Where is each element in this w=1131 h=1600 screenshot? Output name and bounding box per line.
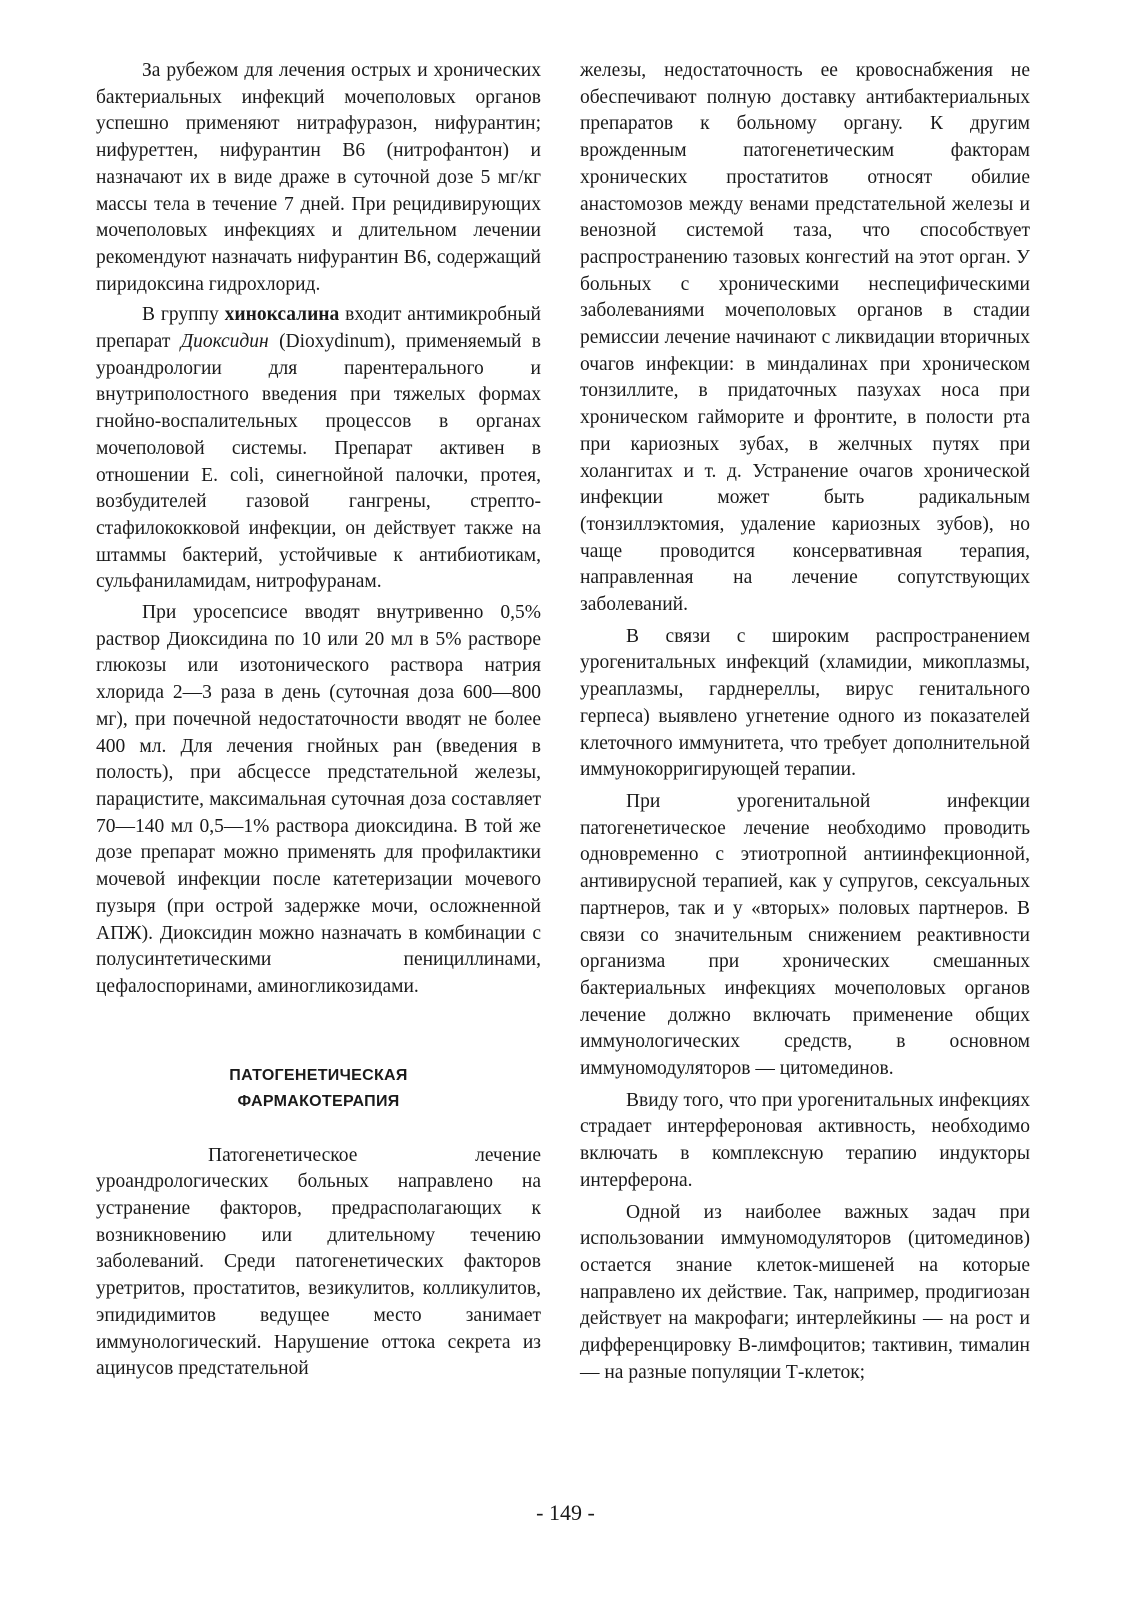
paragraph-interferon: Ввиду того, что при урогенитальных инфекциях страдает интерфероновая активность, необходимо включать в комплексную терапию индукторы интерферона. [580, 1089, 1030, 1191]
term-quinoxaline: хиноксалина [224, 304, 340, 326]
paragraph-urosepsis: При уросепсисе вводят внутривенно 0,5% раствор Диоксидина по 10 или 20 мл в 5% растворе глюкозы или изотонического раствора натрия хлорида 2—3 раза в день (суточная доза 600—800 мг), при почечной недостаточности вводят не более 400 мл. Для лечения гнойных ран (введения в полость), при абсцессе предстательной железы, парацистите, максимальная суточная доза составляет 70—140 мл 0,5—1% раствора диоксидина. В той же дозе препарат можно применять для профилактики мочевой инфекции после катетеризации мочевого пузыря (при острой задержке мочи, осложненной АПЖ). Диоксидин можно назначать в комбинации с полусинтетическими пенициллинами, цефалоспоринами, аминогликозидами. [96, 602, 541, 997]
paragraph-antiinfection-therapy: При урогенитальной инфекции патогенетическое лечение необходимо проводить одновременно с этиотропной антиинфекционной, антивирусной терапией, как у супругов, сексуальных партнеров, так и у «вторых» половых партнеров. В связи со значительным снижением реактивности организма при хронических смешанных бактериальных инфекциях мочеполовых органов лечение должно включать применение общих иммунологических средств, в основном иммуномодуляторов — цитомединов. [580, 790, 1030, 1080]
paragraph-nitrofurans: За рубежом для лечения острых и хронических бактериальных инфекций мочеполовых органов успешно применяют нитрафуразон, нифурантин; нифуреттен, нифурантин В6 (нитрофантон) и назначают их в виде драже в суточной дозе 5 мг/кг массы тела в течение 7 дней. При рецидивирующих мочеполовых инфекциях и длительном лечении рекомендуют назначать нифурантин В6, содержащий пиридоксина гидрохлорид. [96, 60, 541, 295]
paragraph-blood-supply: железы, недостаточность ее кровоснабжения не обеспечивают полную доставку антибактериальных препаратов к больному органу. К другим врожденным патогенетическим факторам хронических простатитов относят обилие анастомозов между венами предстательной железы и венозной системой таза, что способствует распространению тазовых конгестий на этот орган. У больных с хроническими неспецифическими заболеваниями мочеполовых органов в стадии ремиссии лечение начинают с ликвидации вторичных очагов инфекции: в миндалинах при хроническом тонзиллите, в придаточных пазухах носа при хроническом гайморите и фронтите, в полости рта при кариозных зубах, в желчных путях при холангитах и т. д. Устранение очагов хронической инфекции может быть радикальным (тонзиллэктомия, удаление кариозных зубов), но чаще проводится консервативная терапия, направленная на лечение сопутствующих заболеваний. [580, 60, 1030, 616]
section-heading [96, 1063, 541, 1115]
page-number: - 149 - [536, 1500, 595, 1525]
paragraph-urogenital-infections: В связи с широким распространением урогенитальных инфекций (хламидии, микоплазмы, уреаплазмы, гарднереллы, вирус генитального герпеса) выявлено угнетение одного из показателей клеточного иммунитета, что требует дополнительной иммунокорригирующей терапии. [580, 625, 1030, 781]
left-column [96, 58, 541, 1383]
right-column [580, 58, 1030, 1386]
heading-line-1: ПАТОГЕНЕТИЧЕСКАЯ [229, 1066, 408, 1084]
heading-line-2: ФАРМАКОТЕРАПИЯ [237, 1092, 400, 1110]
term-dioxidine: Диоксидин [180, 331, 269, 353]
paragraph-pathogenetic-treatment: Патогенетическое лечение уроандрологических больных направлено на устранение факторов, предрасполагающих к возникновению или длительному течению заболеваний. Среди патогенетических факторов уретритов, простатитов, везикулитов, колликулитов, эпидидимитов ведущее место занимает иммунологический. Нарушение оттока секрета из ацинусов предстательной [96, 1144, 541, 1380]
paragraph-immunomodulators: Одной из наиболее важных задач при использовании иммуномодуляторов (цитомединов) остается знание клеток-мишеней на которые направлено их действие. Так, например, продигиозан действует на макрофаги; интерлейкины — на рост и дифференцировку В-лимфоцитов; тактивин, тималин — на разные популяции Т-клеток; [580, 1201, 1030, 1383]
paragraph-quinoxaline: В группу хиноксалина входит антимикробный препарат Диоксидин (Dioxydinum), применяемый в уроандрологии для парентерального и внутриполостного введения при тяжелых формах гнойно-воспалительных процессов в органах мочеполовой системы. Препарат активен в отношении E. coli, синегнойной палочки, протея, возбудителей газовой гангрены, стрепто-стафилококковой инфекции, он действует также на штаммы бактерий, устойчивые к антибиотикам, сульфаниламидам, нитрофуранам. [96, 304, 541, 593]
